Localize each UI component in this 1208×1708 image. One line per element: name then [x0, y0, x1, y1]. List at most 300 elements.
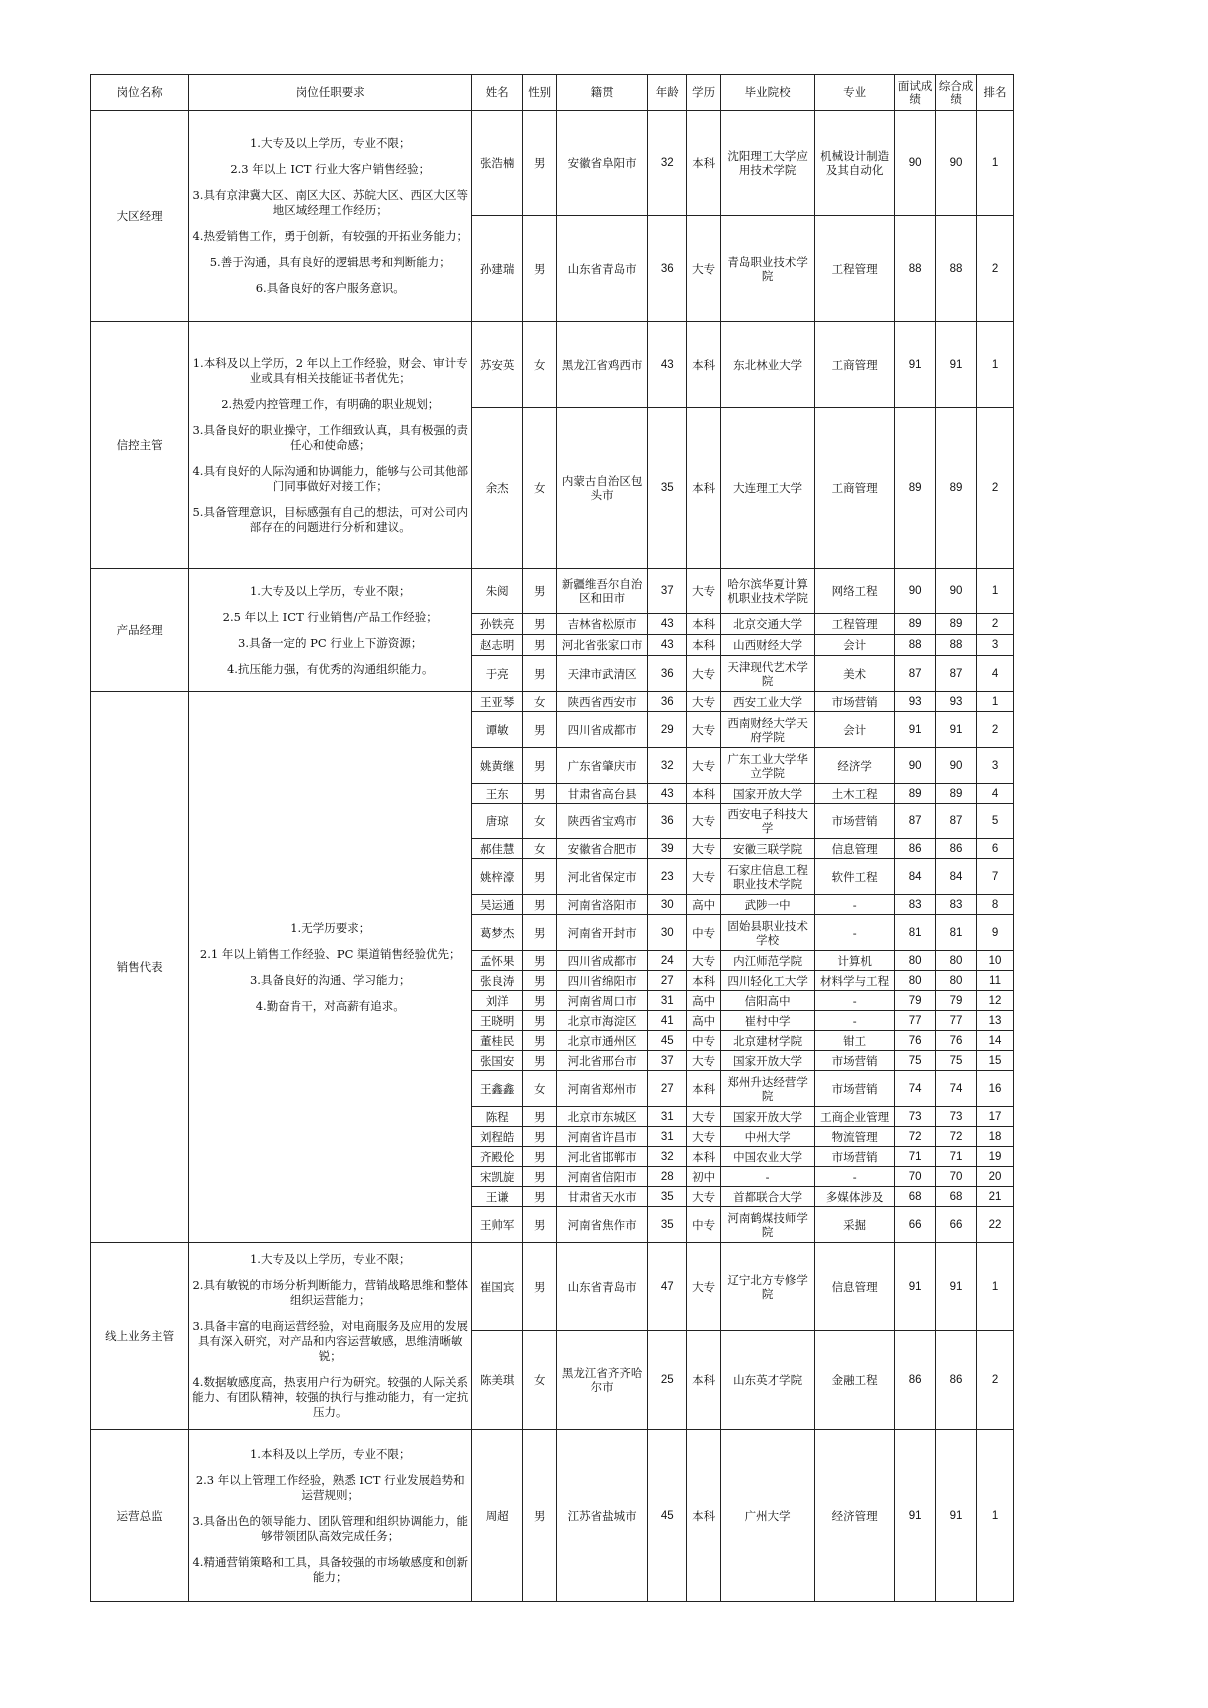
col-header: 学历 — [687, 75, 721, 111]
requirement-item: 5.具备管理意识，目标感强有自己的想法，可对公司内部存在的问题进行分析和建议。 — [192, 504, 468, 534]
candidate-school: 西安电子科技大学 — [720, 804, 814, 839]
candidate-name: 郝佳慧 — [472, 839, 523, 859]
candidate-name: 王鑫鑫 — [472, 1071, 523, 1107]
candidate-major: 市场营销 — [815, 1071, 895, 1107]
candidate-major: - — [815, 915, 895, 951]
requirement-item: 3.具备良好的职业操守，工作细致认真，具有极强的责任心和使命感； — [192, 422, 468, 452]
candidate-major: 工程管理 — [815, 614, 895, 635]
candidate-rank: 2 — [977, 216, 1014, 322]
candidate-education: 大专 — [687, 804, 721, 839]
candidate-gender: 女 — [523, 1071, 557, 1107]
candidate-major: 工程管理 — [815, 216, 895, 322]
candidate-name: 张国安 — [472, 1051, 523, 1071]
candidate-gender: 男 — [523, 784, 557, 804]
col-header: 岗位任职要求 — [189, 75, 472, 111]
total-score: 76 — [936, 1031, 977, 1051]
table-row — [91, 1430, 1014, 1602]
requirement-item: 6.具备良好的客户服务意识。 — [255, 281, 405, 295]
candidate-age: 27 — [648, 1071, 687, 1107]
total-score: 89 — [936, 614, 977, 635]
candidate-name: 孙建瑞 — [472, 216, 523, 322]
total-score: 68 — [936, 1187, 977, 1207]
col-header: 专业 — [815, 75, 895, 111]
candidate-hometown: 吉林省松原市 — [557, 614, 648, 635]
candidate-education: 高中 — [687, 895, 721, 915]
candidate-school: 信阳高中 — [720, 991, 814, 1011]
candidate-age: 43 — [648, 614, 687, 635]
candidate-education: 大专 — [687, 1051, 721, 1071]
total-score: 79 — [936, 991, 977, 1011]
candidate-rank: 1 — [977, 1243, 1014, 1331]
candidate-name: 唐琼 — [472, 804, 523, 839]
requirement-item: 4.热爱销售工作，勇于创新，有较强的开拓业务能力； — [192, 229, 468, 243]
candidate-major: 经济管理 — [815, 1430, 895, 1602]
candidate-name: 姚黄继 — [472, 748, 523, 784]
col-header: 排名 — [977, 75, 1014, 111]
candidate-school: 首都联合大学 — [720, 1187, 814, 1207]
candidate-age: 35 — [648, 1207, 687, 1243]
candidate-name: 陈程 — [472, 1107, 523, 1127]
candidate-rank: 2 — [977, 712, 1014, 748]
candidate-education: 大专 — [687, 216, 721, 322]
candidate-gender: 男 — [523, 748, 557, 784]
candidate-hometown: 河南省洛阳市 — [557, 895, 648, 915]
interview-score: 75 — [895, 1051, 936, 1071]
candidate-school: 北京建材学院 — [720, 1031, 814, 1051]
candidate-gender: 男 — [523, 111, 557, 216]
position-name: 运营总监 — [91, 1430, 189, 1602]
candidate-name: 刘洋 — [472, 991, 523, 1011]
candidate-age: 39 — [648, 839, 687, 859]
position-name: 信控主管 — [91, 322, 189, 569]
col-header: 毕业院校 — [720, 75, 814, 111]
candidate-gender: 女 — [523, 1331, 557, 1430]
candidate-rank: 21 — [977, 1187, 1014, 1207]
position-requirements — [189, 1430, 472, 1602]
interview-score: 90 — [895, 748, 936, 784]
candidate-rank: 15 — [977, 1051, 1014, 1071]
candidate-school: 河南鹤煤技师学院 — [720, 1207, 814, 1243]
candidate-education: 本科 — [687, 1430, 721, 1602]
candidate-major: 采掘 — [815, 1207, 895, 1243]
candidate-gender: 男 — [523, 656, 557, 692]
candidate-gender: 男 — [523, 1127, 557, 1147]
candidate-name: 董桂民 — [472, 1031, 523, 1051]
candidate-hometown: 河南省开封市 — [557, 915, 648, 951]
candidate-rank: 1 — [977, 111, 1014, 216]
requirement-item: 3.具备良好的沟通、学习能力； — [249, 972, 411, 987]
candidate-education: 大专 — [687, 839, 721, 859]
candidate-rank: 17 — [977, 1107, 1014, 1127]
interview-score: 91 — [895, 1243, 936, 1331]
candidate-school: 山东英才学院 — [720, 1331, 814, 1430]
candidate-hometown: 河北省邢台市 — [557, 1051, 648, 1071]
requirement-item: 3.具备出色的领导能力、团队管理和组织协调能力，能够带领团队高效完成任务； — [192, 1513, 468, 1543]
candidate-rank: 16 — [977, 1071, 1014, 1107]
candidate-name: 姚梓濠 — [472, 859, 523, 895]
candidate-gender: 男 — [523, 895, 557, 915]
candidate-gender: 男 — [523, 1107, 557, 1127]
interview-score: 89 — [895, 408, 936, 569]
total-score: 91 — [936, 1243, 977, 1331]
candidate-school: 中国农业大学 — [720, 1147, 814, 1167]
candidate-gender: 女 — [523, 804, 557, 839]
candidate-education: 大专 — [687, 656, 721, 692]
position-requirements — [189, 1243, 472, 1430]
candidate-age: 29 — [648, 712, 687, 748]
candidate-education: 本科 — [687, 614, 721, 635]
candidate-school: 青岛职业技术学院 — [720, 216, 814, 322]
candidate-major: 信息管理 — [815, 1243, 895, 1331]
candidate-hometown: 河南省信阳市 — [557, 1167, 648, 1187]
candidate-age: 27 — [648, 971, 687, 991]
candidate-name: 张良涛 — [472, 971, 523, 991]
position-name: 线上业务主管 — [91, 1243, 189, 1430]
candidate-hometown: 江苏省盐城市 — [557, 1430, 648, 1602]
candidate-education: 中专 — [687, 915, 721, 951]
candidate-age: 35 — [648, 1187, 687, 1207]
total-score: 71 — [936, 1147, 977, 1167]
candidate-hometown: 河北省保定市 — [557, 859, 648, 895]
candidate-rank: 1 — [977, 322, 1014, 408]
candidate-rank: 11 — [977, 971, 1014, 991]
requirement-item: 2.1 年以上销售工作经验、PC 渠道销售经验优先； — [199, 946, 461, 961]
requirement-item: 2.具有敏锐的市场分析判断能力，营销战略思维和整体组织运营能力； — [192, 1278, 468, 1307]
candidate-gender: 女 — [523, 839, 557, 859]
interview-score: 91 — [895, 322, 936, 408]
candidate-gender: 男 — [523, 971, 557, 991]
candidate-rank: 4 — [977, 784, 1014, 804]
candidate-rank: 14 — [977, 1031, 1014, 1051]
interview-score: 88 — [895, 216, 936, 322]
candidate-name: 葛梦杰 — [472, 915, 523, 951]
candidate-gender: 男 — [523, 712, 557, 748]
total-score: 87 — [936, 804, 977, 839]
col-header: 面试成绩 — [895, 75, 936, 111]
interview-score: 81 — [895, 915, 936, 951]
candidate-age: 36 — [648, 216, 687, 322]
col-header: 性别 — [523, 75, 557, 111]
candidate-education: 大专 — [687, 569, 721, 614]
candidate-table — [90, 74, 1014, 1602]
candidate-rank: 22 — [977, 1207, 1014, 1243]
interview-score: 76 — [895, 1031, 936, 1051]
candidate-education: 大专 — [687, 859, 721, 895]
total-score: 83 — [936, 895, 977, 915]
candidate-hometown: 北京市海淀区 — [557, 1011, 648, 1031]
interview-score: 77 — [895, 1011, 936, 1031]
candidate-gender: 女 — [523, 322, 557, 408]
total-score: 75 — [936, 1051, 977, 1071]
candidate-major: 美术 — [815, 656, 895, 692]
candidate-hometown: 河南省郑州市 — [557, 1071, 648, 1107]
candidate-rank: 9 — [977, 915, 1014, 951]
col-header: 籍贯 — [557, 75, 648, 111]
candidate-school: 国家开放大学 — [720, 1051, 814, 1071]
candidate-gender: 男 — [523, 991, 557, 1011]
requirement-item: 4.精通营销策略和工具，具备较强的市场敏感度和创新能力； — [192, 1554, 468, 1584]
candidate-gender: 女 — [523, 408, 557, 569]
candidate-school: 四川轻化工大学 — [720, 971, 814, 991]
candidate-name: 于亮 — [472, 656, 523, 692]
candidate-school: 广州大学 — [720, 1430, 814, 1602]
candidate-hometown: 甘肃省天水市 — [557, 1187, 648, 1207]
candidate-school: 东北林业大学 — [720, 322, 814, 408]
candidate-school: 西安工业大学 — [720, 692, 814, 712]
candidate-rank: 2 — [977, 408, 1014, 569]
candidate-school: 崔村中学 — [720, 1011, 814, 1031]
candidate-hometown: 四川省成都市 — [557, 712, 648, 748]
candidate-major: - — [815, 1167, 895, 1187]
interview-score: 87 — [895, 656, 936, 692]
candidate-school: 沈阳理工大学应用技术学院 — [720, 111, 814, 216]
col-header: 综合成绩 — [936, 75, 977, 111]
candidate-name: 余杰 — [472, 408, 523, 569]
candidate-major: 材料学与工程 — [815, 971, 895, 991]
total-score: 84 — [936, 859, 977, 895]
candidate-hometown: 甘肃省高台县 — [557, 784, 648, 804]
total-score: 80 — [936, 951, 977, 971]
candidate-hometown: 广东省肇庆市 — [557, 748, 648, 784]
candidate-name: 张浩楠 — [472, 111, 523, 216]
candidate-hometown: 北京市通州区 — [557, 1031, 648, 1051]
candidate-rank: 13 — [977, 1011, 1014, 1031]
total-score: 87 — [936, 656, 977, 692]
col-header: 岗位名称 — [91, 75, 189, 111]
position-requirements — [189, 111, 472, 322]
candidate-major: 会计 — [815, 712, 895, 748]
candidate-school: 固始县职业技术学校 — [720, 915, 814, 951]
candidate-rank: 18 — [977, 1127, 1014, 1147]
candidate-hometown: 安徽省合肥市 — [557, 839, 648, 859]
candidate-age: 47 — [648, 1243, 687, 1331]
candidate-age: 25 — [648, 1331, 687, 1430]
total-score: 66 — [936, 1207, 977, 1243]
candidate-gender: 男 — [523, 635, 557, 656]
candidate-school: 北京交通大学 — [720, 614, 814, 635]
candidate-rank: 2 — [977, 614, 1014, 635]
candidate-hometown: 陕西省宝鸡市 — [557, 804, 648, 839]
total-score: 70 — [936, 1167, 977, 1187]
candidate-school: - — [720, 1167, 814, 1187]
requirement-item: 5.善于沟通，具有良好的逻辑思考和判断能力； — [209, 255, 451, 269]
total-score: 93 — [936, 692, 977, 712]
total-score: 89 — [936, 784, 977, 804]
candidate-rank: 10 — [977, 951, 1014, 971]
candidate-name: 王帅军 — [472, 1207, 523, 1243]
candidate-age: 37 — [648, 569, 687, 614]
requirement-item: 1.大专及以上学历，专业不限； — [249, 583, 411, 598]
requirement-item: 1.本科及以上学历，专业不限； — [249, 1446, 411, 1461]
candidate-age: 31 — [648, 991, 687, 1011]
interview-score: 86 — [895, 839, 936, 859]
candidate-rank: 1 — [977, 1430, 1014, 1602]
candidate-education: 大专 — [687, 951, 721, 971]
candidate-gender: 男 — [523, 915, 557, 951]
candidate-education: 大专 — [687, 1107, 721, 1127]
requirement-item: 1.无学历要求； — [290, 920, 371, 935]
candidate-education: 大专 — [687, 748, 721, 784]
interview-score: 73 — [895, 1107, 936, 1127]
candidate-major: 信息管理 — [815, 839, 895, 859]
candidate-major: 钳工 — [815, 1031, 895, 1051]
candidate-hometown: 陕西省西安市 — [557, 692, 648, 712]
candidate-major: 工商管理 — [815, 322, 895, 408]
position-requirements — [189, 692, 472, 1243]
candidate-school: 国家开放大学 — [720, 784, 814, 804]
candidate-name: 陈美琪 — [472, 1331, 523, 1430]
candidate-gender: 男 — [523, 1430, 557, 1602]
candidate-name: 齐殿伦 — [472, 1147, 523, 1167]
candidate-school: 郑州升达经营学院 — [720, 1071, 814, 1107]
requirement-item: 1.大专及以上学历，专业不限； — [249, 1252, 411, 1266]
candidate-major: 工商管理 — [815, 408, 895, 569]
candidate-major: 计算机 — [815, 951, 895, 971]
candidate-age: 35 — [648, 408, 687, 569]
table-row — [91, 1243, 1014, 1331]
candidate-major: 物流管理 — [815, 1127, 895, 1147]
candidate-gender: 男 — [523, 1243, 557, 1331]
interview-score: 87 — [895, 804, 936, 839]
candidate-rank: 3 — [977, 635, 1014, 656]
candidate-rank: 1 — [977, 569, 1014, 614]
candidate-name: 谭敏 — [472, 712, 523, 748]
candidate-name: 朱阅 — [472, 569, 523, 614]
total-score: 80 — [936, 971, 977, 991]
requirement-item: 1.大专及以上学历，专业不限； — [249, 136, 411, 150]
candidate-school: 大连理工大学 — [720, 408, 814, 569]
candidate-hometown: 内蒙古自治区包头市 — [557, 408, 648, 569]
total-score: 73 — [936, 1107, 977, 1127]
candidate-gender: 女 — [523, 692, 557, 712]
candidate-age: 32 — [648, 111, 687, 216]
candidate-school: 山西财经大学 — [720, 635, 814, 656]
col-header: 年龄 — [648, 75, 687, 111]
candidate-gender: 男 — [523, 216, 557, 322]
table-row — [91, 569, 1014, 614]
total-score: 91 — [936, 322, 977, 408]
candidate-school: 安徽三联学院 — [720, 839, 814, 859]
candidate-age: 45 — [648, 1430, 687, 1602]
position-requirements — [189, 569, 472, 692]
position-name: 销售代表 — [91, 692, 189, 1243]
candidate-name: 宋凯旋 — [472, 1167, 523, 1187]
candidate-name: 周超 — [472, 1430, 523, 1602]
interview-score: 86 — [895, 1331, 936, 1430]
candidate-rank: 2 — [977, 1331, 1014, 1430]
candidate-major: 土木工程 — [815, 784, 895, 804]
interview-score: 80 — [895, 971, 936, 991]
requirement-item: 2.3 年以上管理工作经验，熟悉 ICT 行业发展趋势和运营规则； — [195, 1472, 465, 1502]
candidate-name: 王东 — [472, 784, 523, 804]
candidate-hometown: 河南省周口市 — [557, 991, 648, 1011]
table-row — [91, 692, 1014, 712]
candidate-rank: 8 — [977, 895, 1014, 915]
candidate-hometown: 四川省绵阳市 — [557, 971, 648, 991]
candidate-age: 31 — [648, 1107, 687, 1127]
interview-score: 89 — [895, 784, 936, 804]
candidate-age: 37 — [648, 1051, 687, 1071]
total-score: 74 — [936, 1071, 977, 1107]
requirement-item: 4.具有良好的人际沟通和协调能力，能够与公司其他部门同事做好对接工作； — [192, 463, 468, 493]
candidate-school: 中州大学 — [720, 1127, 814, 1147]
candidate-name: 王晓明 — [472, 1011, 523, 1031]
candidate-gender: 男 — [523, 1207, 557, 1243]
candidate-gender: 男 — [523, 569, 557, 614]
requirement-item: 4.勤奋肯干，对高薪有追求。 — [255, 998, 405, 1013]
candidate-name: 赵志明 — [472, 635, 523, 656]
total-score: 90 — [936, 111, 977, 216]
candidate-school: 广东工业大学华立学院 — [720, 748, 814, 784]
candidate-age: 43 — [648, 322, 687, 408]
candidate-major: 软件工程 — [815, 859, 895, 895]
candidate-rank: 12 — [977, 991, 1014, 1011]
candidate-age: 36 — [648, 656, 687, 692]
requirement-item: 3.具备丰富的电商运营经验，对电商服务及应用的发展具有深入研究，对产品和内容运营敏感，思维清晰敏锐； — [192, 1319, 468, 1363]
candidate-major: 多媒体涉及 — [815, 1187, 895, 1207]
candidate-education: 本科 — [687, 784, 721, 804]
candidate-rank: 19 — [977, 1147, 1014, 1167]
candidate-hometown: 安徽省阜阳市 — [557, 111, 648, 216]
candidate-rank: 3 — [977, 748, 1014, 784]
candidate-major: 市场营销 — [815, 1051, 895, 1071]
candidate-age: 43 — [648, 635, 687, 656]
candidate-hometown: 天津市武清区 — [557, 656, 648, 692]
interview-score: 74 — [895, 1071, 936, 1107]
interview-score: 90 — [895, 569, 936, 614]
candidate-name: 孟怀果 — [472, 951, 523, 971]
candidate-school: 西南财经大学天府学院 — [720, 712, 814, 748]
candidate-rank: 1 — [977, 692, 1014, 712]
total-score: 72 — [936, 1127, 977, 1147]
total-score: 91 — [936, 1430, 977, 1602]
total-score: 88 — [936, 635, 977, 656]
candidate-rank: 7 — [977, 859, 1014, 895]
total-score: 86 — [936, 1331, 977, 1430]
position-name: 产品经理 — [91, 569, 189, 692]
candidate-age: 43 — [648, 784, 687, 804]
requirement-item: 2.3 年以上 ICT 行业大客户销售经验； — [230, 162, 431, 176]
candidate-age: 41 — [648, 1011, 687, 1031]
total-score: 89 — [936, 408, 977, 569]
candidate-school: 哈尔滨华夏计算机职业技术学院 — [720, 569, 814, 614]
candidate-gender: 男 — [523, 1147, 557, 1167]
total-score: 86 — [936, 839, 977, 859]
position-requirements — [189, 322, 472, 569]
candidate-hometown: 黑龙江省齐齐哈尔市 — [557, 1331, 648, 1430]
total-score: 88 — [936, 216, 977, 322]
candidate-education: 高中 — [687, 991, 721, 1011]
candidate-major: - — [815, 895, 895, 915]
candidate-age: 24 — [648, 951, 687, 971]
candidate-name: 吴运通 — [472, 895, 523, 915]
candidate-hometown: 黑龙江省鸡西市 — [557, 322, 648, 408]
total-score: 81 — [936, 915, 977, 951]
total-score: 91 — [936, 712, 977, 748]
candidate-education: 中专 — [687, 1207, 721, 1243]
header-row — [91, 75, 1014, 111]
candidate-gender: 男 — [523, 1187, 557, 1207]
position-name: 大区经理 — [91, 111, 189, 322]
interview-score: 91 — [895, 1430, 936, 1602]
interview-score: 89 — [895, 614, 936, 635]
candidate-school: 石家庄信息工程职业技术学院 — [720, 859, 814, 895]
interview-score: 80 — [895, 951, 936, 971]
candidate-education: 本科 — [687, 971, 721, 991]
candidate-name: 王亚琴 — [472, 692, 523, 712]
candidate-education: 本科 — [687, 635, 721, 656]
interview-score: 66 — [895, 1207, 936, 1243]
